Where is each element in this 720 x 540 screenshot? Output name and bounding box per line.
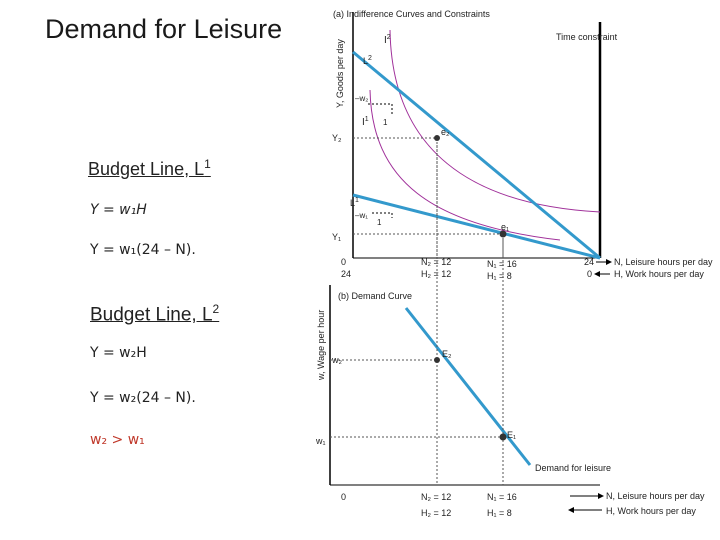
- budget-line-1-title-text: Budget Line, L: [88, 159, 205, 179]
- equation-1a: Y = w₁H: [90, 202, 147, 218]
- label-y1: Y₁: [332, 232, 342, 242]
- label-N2-b: N₂ = 12: [421, 492, 452, 502]
- panel-b-ylabel: w, Wage per hour: [316, 309, 326, 380]
- point-E2: [434, 357, 440, 363]
- indifference-label-2: $I^2$: [384, 34, 391, 46]
- label-e2: e₂: [441, 127, 450, 137]
- time-constraint-label: Time constraint: [556, 32, 618, 42]
- panel-b-title: (b) Demand Curve: [338, 291, 413, 301]
- xlabel-H-b: H, Work hours per day: [606, 506, 696, 516]
- label-N1-a: N₁ = 16: [487, 259, 517, 269]
- tick-b-0: 0: [341, 492, 347, 502]
- arrow-N-a-head: [606, 259, 612, 265]
- indifference-label-1: $I^1$: [362, 116, 369, 128]
- xlabel-H-a: H, Work hours per day: [614, 269, 704, 279]
- panel-a: [332, 9, 713, 281]
- equation-2a: Y = w₂H: [90, 345, 147, 361]
- panel-a-ylabel: Y, Goods per day: [335, 39, 345, 108]
- budget-line-2-title-text: Budget Line, L: [90, 304, 213, 326]
- xlabel-N-b: N, Leisure hours per day: [606, 491, 705, 501]
- arrow-H-b-head: [568, 507, 574, 513]
- slope-2-run: 1: [383, 118, 388, 127]
- label-N1-b: N₁ = 16: [487, 492, 517, 502]
- label-e1: e₁: [501, 222, 510, 232]
- wage-inequality: w₂ > w₁: [90, 432, 145, 448]
- tick-H-24: 24: [341, 269, 352, 279]
- xlabel-N-a: N, Leisure hours per day: [614, 257, 713, 267]
- label-H2-b: H₂ = 12: [421, 508, 452, 518]
- label-w1: w₁: [316, 436, 326, 446]
- equation-1b: Y = w₁(24 – N).: [90, 242, 196, 258]
- budget-line-1-sup: 1: [204, 157, 211, 171]
- equation-2b: Y = w₂(24 – N).: [90, 390, 196, 406]
- label-w2: w₂: [332, 355, 342, 365]
- arrow-N-b-head: [598, 493, 604, 499]
- demand-curve-label: Demand for leisure: [535, 463, 612, 473]
- slope-label-w2: –w₂: [355, 94, 369, 103]
- label-E1: E₁: [507, 430, 517, 440]
- indifference-curve-1: [370, 90, 560, 240]
- slide-title: Demand for Leisure: [45, 14, 283, 44]
- tick-N-24: 24: [584, 257, 595, 267]
- label-H1-a: H₁ = 8: [487, 271, 512, 281]
- label-H2-a: H₂ = 12: [421, 269, 452, 279]
- slope-label-w1: –w₁: [355, 211, 368, 220]
- budget-label-2: $L^2$: [363, 55, 372, 66]
- arrow-H-a-head: [594, 271, 600, 277]
- point-E1: [500, 434, 507, 441]
- tick-N-0: 0: [341, 257, 347, 267]
- point-e2: [434, 135, 440, 141]
- tick-H-0: 0: [587, 269, 593, 279]
- label-y2: Y₂: [332, 133, 342, 143]
- label-H1-b: H₁ = 8: [487, 508, 512, 518]
- demand-for-leisure-curve: [406, 308, 530, 465]
- panel-a-title: (a) Indifference Curves and Constraints: [333, 9, 490, 19]
- indifference-curve-2: [390, 30, 600, 212]
- label-N2-a: N₂ = 12: [421, 257, 452, 267]
- label-E2: E₂: [442, 349, 452, 359]
- budget-label-1: $L^1$: [350, 197, 359, 208]
- slope-1-run: 1: [377, 218, 382, 227]
- budget-line-2-sup: 2: [212, 302, 220, 316]
